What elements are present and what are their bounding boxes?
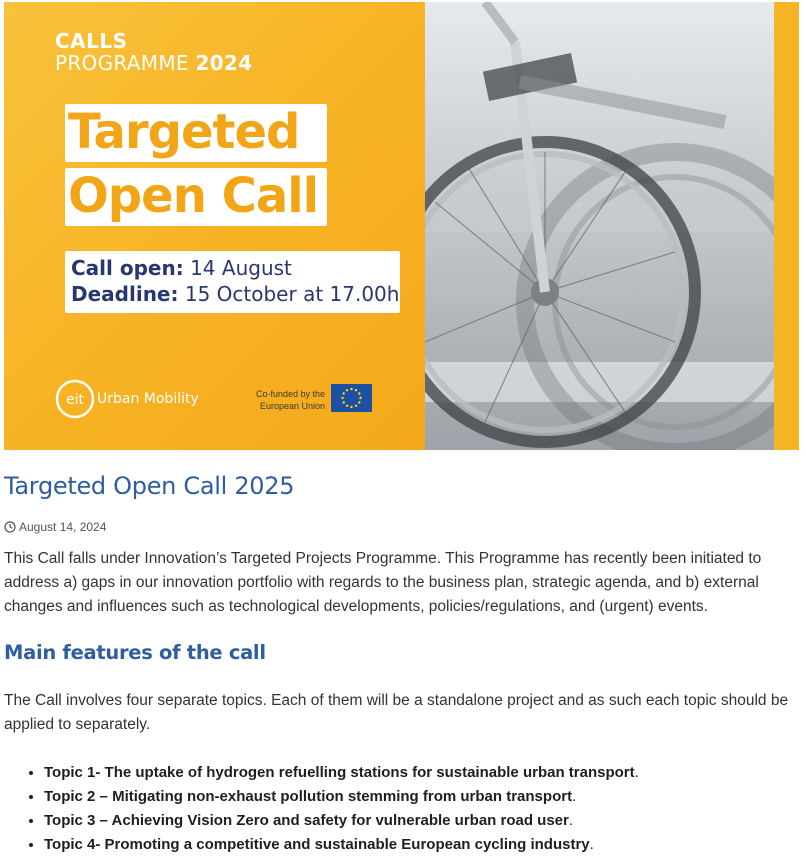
banner-kicker-calls: CALLS xyxy=(55,29,128,53)
list-item: • Topic 1- The uptake of hydrogen refuelling stations for sustainable urban transport. xyxy=(44,761,639,785)
topic-3-link[interactable]: Topic 3 – Achieving Vision Zero and safety for vulnerable urban road user xyxy=(44,812,569,829)
eit-logo-text: Urban Mobility xyxy=(97,391,199,407)
banner-title-line-2: Open Call xyxy=(68,168,319,224)
eit-logo-mark: eit xyxy=(66,392,84,408)
banner-right-edge xyxy=(774,2,799,450)
banner-deadline: Deadline: 15 October at 17.00h xyxy=(71,282,400,306)
topic-2-link[interactable]: Topic 2 – Mitigating non-exhaust pollution stemming from urban transport xyxy=(44,788,573,805)
bicycle-illustration xyxy=(425,2,799,450)
banner-call-open: Call open: 14 August xyxy=(71,256,292,280)
post-meta xyxy=(4,520,106,534)
list-item: • Topic 2 – Mitigating non-exhaust pollution stemming from urban transport. xyxy=(44,785,639,809)
topic-4-link[interactable]: Topic 4- Promoting a competitive and sustainable European cycling industry xyxy=(44,836,590,853)
post-date: August 14, 2024 xyxy=(19,520,107,534)
post-title: Targeted Open Call 2025 xyxy=(4,472,295,500)
eit-logo-icon xyxy=(54,378,96,420)
topic-1-link[interactable]: Topic 1- The uptake of hydrogen refuelling stations for sustainable urban transport xyxy=(44,764,635,781)
intro-paragraph: This Call falls under Innovation’s Targeted Projects Programme. This Programme has recently been initiated to address a) gaps in our innovation portfolio with regards to the business plan, strategic agenda, and b) external changes and influences such as technological developments, policies/regulations, and (urgent) events. xyxy=(4,550,762,615)
banner-bicycle-photo xyxy=(425,2,799,450)
list-item: • Topic 3 – Achieving Vision Zero and safety for vulnerable urban road user. xyxy=(44,809,639,833)
banner-title-line-1: Targeted xyxy=(68,104,300,160)
section-heading: Main features of the call xyxy=(4,641,266,664)
list-item: • Topic 4- Promoting a competitive and sustainable European cycling industry. xyxy=(44,833,639,857)
banner-kicker-programme: PROGRAMME 2024 xyxy=(55,51,253,75)
section-paragraph: The Call involves four separate topics. Each of them will be a standalone project and as such each topic should be applied to separately. xyxy=(4,692,789,733)
eu-flag-icon xyxy=(331,384,372,412)
clock-icon xyxy=(4,521,16,533)
topics-list xyxy=(4,761,639,857)
featured-banner xyxy=(4,2,799,450)
eu-cofunded-text: Co-funded by the European Union xyxy=(255,389,325,411)
